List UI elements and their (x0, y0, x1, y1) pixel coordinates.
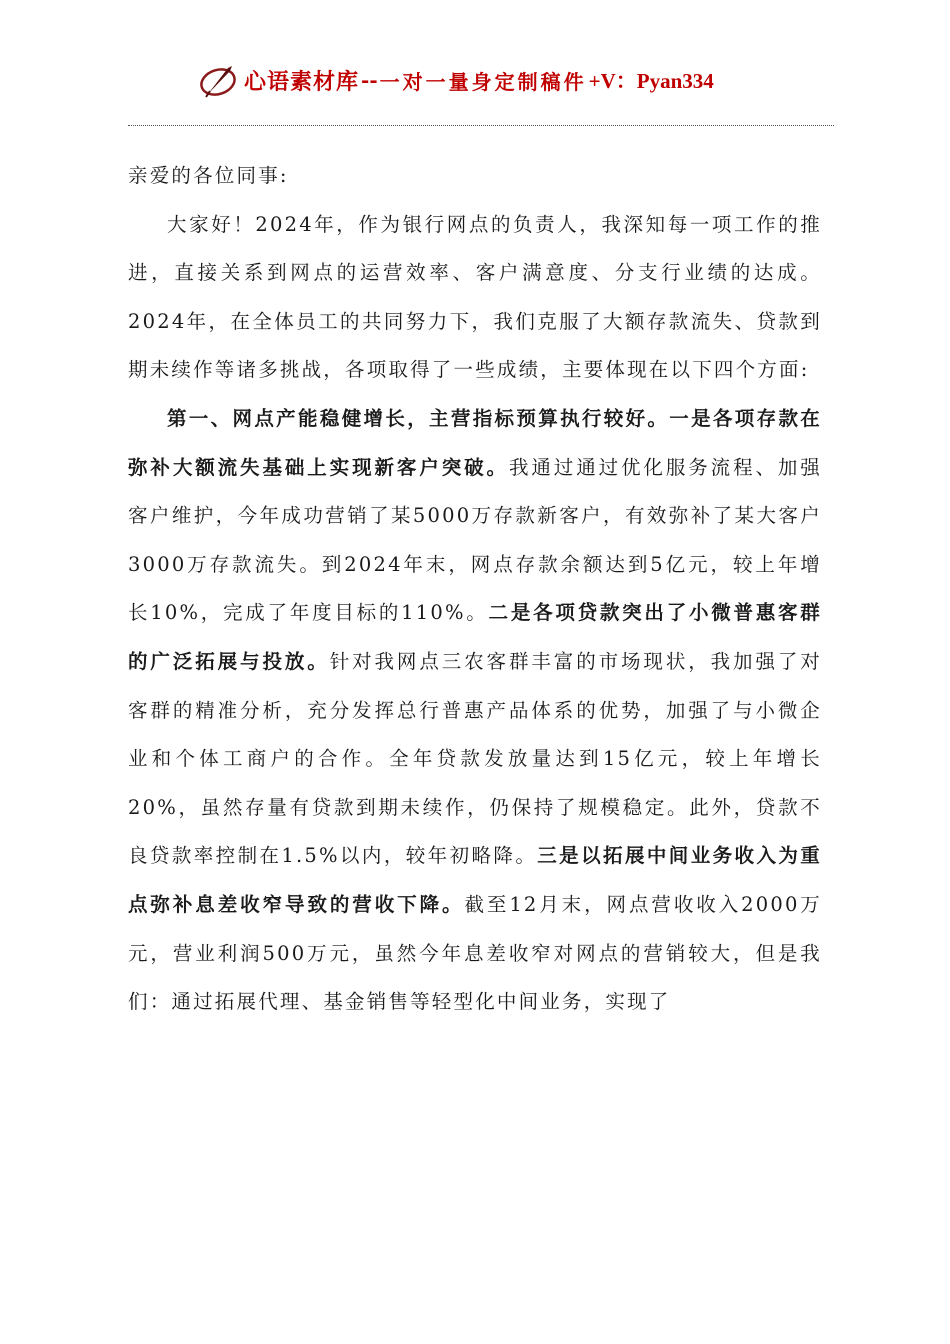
header-brand: 心语素材库 (244, 69, 360, 95)
heading-point-three: 三是以拓展中间业务收入为重点弥补息差收窄导致的营收下降。 (128, 844, 822, 916)
document-body (128, 152, 822, 1027)
text-point-three: 截至12月末，网点营收收入2000万元，营业利润500万元，虽然今年息差收窄对网点的营销较大，但是我们：通过拓展代理、基金销售等轻型化中间业务，实现了 (128, 892, 822, 1014)
greeting: 亲爱的各位同事: (128, 164, 289, 187)
header-contact: +V：Pyan334 (588, 69, 714, 93)
header-separator: -- (361, 68, 378, 92)
text-point-two: 针对我网点三农客群丰富的市场现状，我加强了对客群的精准分析，充分发挥总行普惠产品体系的优势，加强了与小微企业和个体工商户的合作。全年贷款发放量达到15亿元，较上年增长20%，虽然存量有贷款到期未续作，仍保持了规模稳定。此外，贷款不良贷款率控制在1.5%以内，较年初略降。 (128, 649, 822, 868)
heading-point-one: 第一、网点产能稳健增长，主营指标预算执行较好。一是各项存款在弥补大额流失基础上实现新客户突破。 (128, 406, 822, 479)
heading-point-two: 二是各项贷款突出了小微普惠客群的广泛拓展与投放。 (128, 601, 822, 673)
quill-pen-logo-icon (198, 60, 242, 100)
header-divider (128, 125, 834, 126)
text-point-one: 我通过通过优化服务流程、加强客户维护，今年成功营销了某5000万存款新客户，有效弥补了某大客户3000万存款流失。到2024年末，网点存款余额达到5亿元，较上年增长10%，完成了年度目标的110%。 (128, 455, 822, 625)
page-header (198, 56, 758, 104)
header-tagline: 一对一量身定制稿件 (379, 69, 587, 94)
paragraph-intro: 大家好！2024年，作为银行网点的负责人，我深知每一项工作的推进，直接关系到网点的运营效率、客户满意度、分支行业绩的达成。2024年，在全体员工的共同努力下，我们克服了大额存款流失、贷款到期未续作等诸多挑战，各项取得了一些成绩，主要体现在以下四个方面: (128, 212, 822, 382)
paragraph-section-one (128, 395, 822, 1027)
